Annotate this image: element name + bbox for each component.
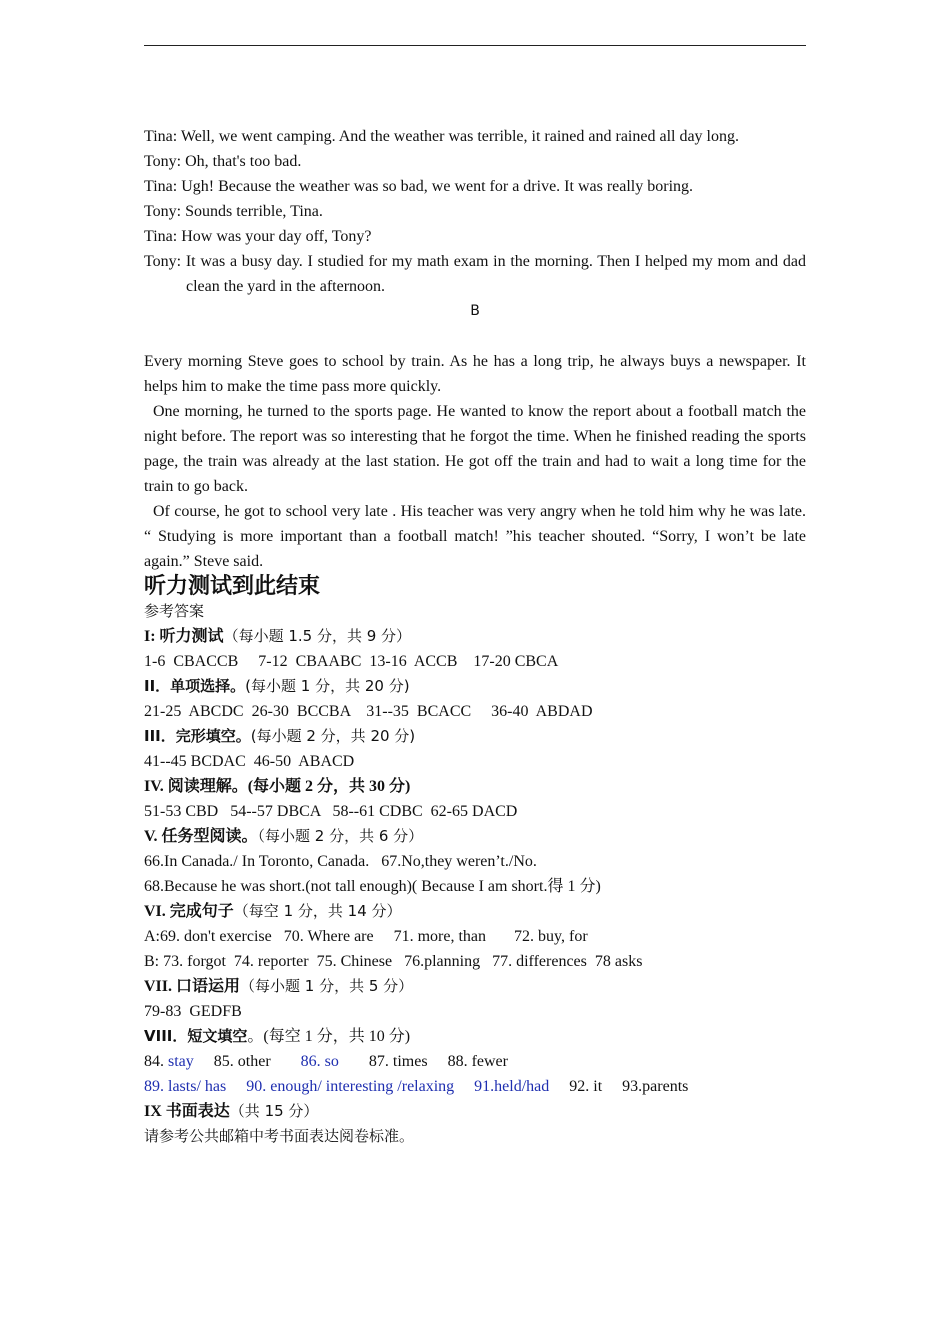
section-heading: III．完形填空。(每小题 2 分，共 20 分) <box>144 727 416 745</box>
answers-title: 参考答案 <box>144 602 205 620</box>
section-heading: IV. 阅读理解。(每小题 2 分，共 30 分) <box>144 778 411 795</box>
section-heading: VII. 口语运用（每小题 1 分，共 5 分） <box>144 977 414 995</box>
story-paragraph: One morning, he turned to the sports page. He wanted to know the report about a football match the night before. The report was so interesting that he forgot the time. When he finished reading the sports page, the train was already at the last station. He got off the train and had to wait a long time for the train to go back. <box>144 403 806 495</box>
story-paragraph: Every morning Steve goes to school by train. As he has a long trip, he always buys a newspaper. It helps him to make the time pass more quickly. <box>144 353 806 395</box>
end-title: 听力测试到此结束 <box>144 574 321 599</box>
section-b-label: B <box>470 303 480 319</box>
header-rule <box>144 45 806 46</box>
dialogue-line: Tony: It was a busy day. I studied for my math exam in the morning. Then I helped my mom and dad clean the yard in the afternoon. <box>144 253 807 295</box>
section-heading: I: 听力测试（每小题 1.5 分，共 9 分） <box>144 627 412 645</box>
dialogue-line: Tony: Oh, that's too bad. <box>144 153 302 170</box>
answer-line: 89. lasts/ has 90. enough/ interesting /relaxing 91.held/had 92. it 93.parents <box>144 1078 689 1095</box>
section-heading: VI. 完成句子（每空 1 分，共 14 分） <box>144 902 402 920</box>
dialogue-line: Tina: Ugh! Because the weather was so bad, we went for a drive. It was really boring. <box>144 178 694 195</box>
answer-line: 21-25 ABCDC 26-30 BCCBA 31--35 BCACC 36-40 ABDAD <box>144 703 593 720</box>
answer-line: 84. stay 85. other 86. so 87. times 88. fewer <box>144 1053 508 1070</box>
answer-line: 41--45 BCDAC 46-50 ABACD <box>144 753 355 770</box>
section-heading: VIII．短文填空。(每空 1 分，共 10 分) <box>144 1027 411 1045</box>
section-heading: II．单项选择。(每小题 1 分，共 20 分) <box>144 677 410 695</box>
answer-line: A:69. don't exercise 70. Where are 71. more, than 72. buy, for <box>144 928 588 945</box>
answer-line: 1-6 CBACCB 7-12 CBAABC 13-16 ACCB 17-20 CBCA <box>144 653 559 670</box>
dialogue-line: Tina: How was your day off, Tony? <box>144 228 372 245</box>
answer-line: 51-53 CBD 54--57 DBCA 58--61 CDBC 62-65 DACD <box>144 803 518 820</box>
answer-line: B: 73. forgot 74. reporter 75. Chinese 76.planning 77. differences 78 asks <box>144 953 643 970</box>
answer-line: 66.In Canada./ In Toronto, Canada. 67.No,they weren’t./No. <box>144 853 537 870</box>
document-page <box>144 124 806 1149</box>
dialogue-line: Tony: Sounds terrible, Tina. <box>144 203 323 220</box>
answer-line: 68.Because he was short.(not tall enough)( Because I am short.得 1 分) <box>144 878 601 895</box>
answer-line: 79-83 GEDFB <box>144 1003 242 1020</box>
dialogue-line: Tina: Well, we went camping. And the weather was terrible, it rained and rained all day long. <box>144 128 739 145</box>
story-paragraph: Of course, he got to school very late . His teacher was very angry when he told him why he was late. “ Studying is more important than a football match! ”his teacher shouted. “Sorry, I won’t be late again.” Steve said. <box>144 503 806 570</box>
section-heading: IX 书面表达（共 15 分） <box>144 1102 319 1120</box>
section-heading: V. 任务型阅读。（每小题 2 分，共 6 分） <box>144 827 424 845</box>
answer-line: 请参考公共邮箱中考书面表达阅卷标准。 <box>144 1127 415 1145</box>
